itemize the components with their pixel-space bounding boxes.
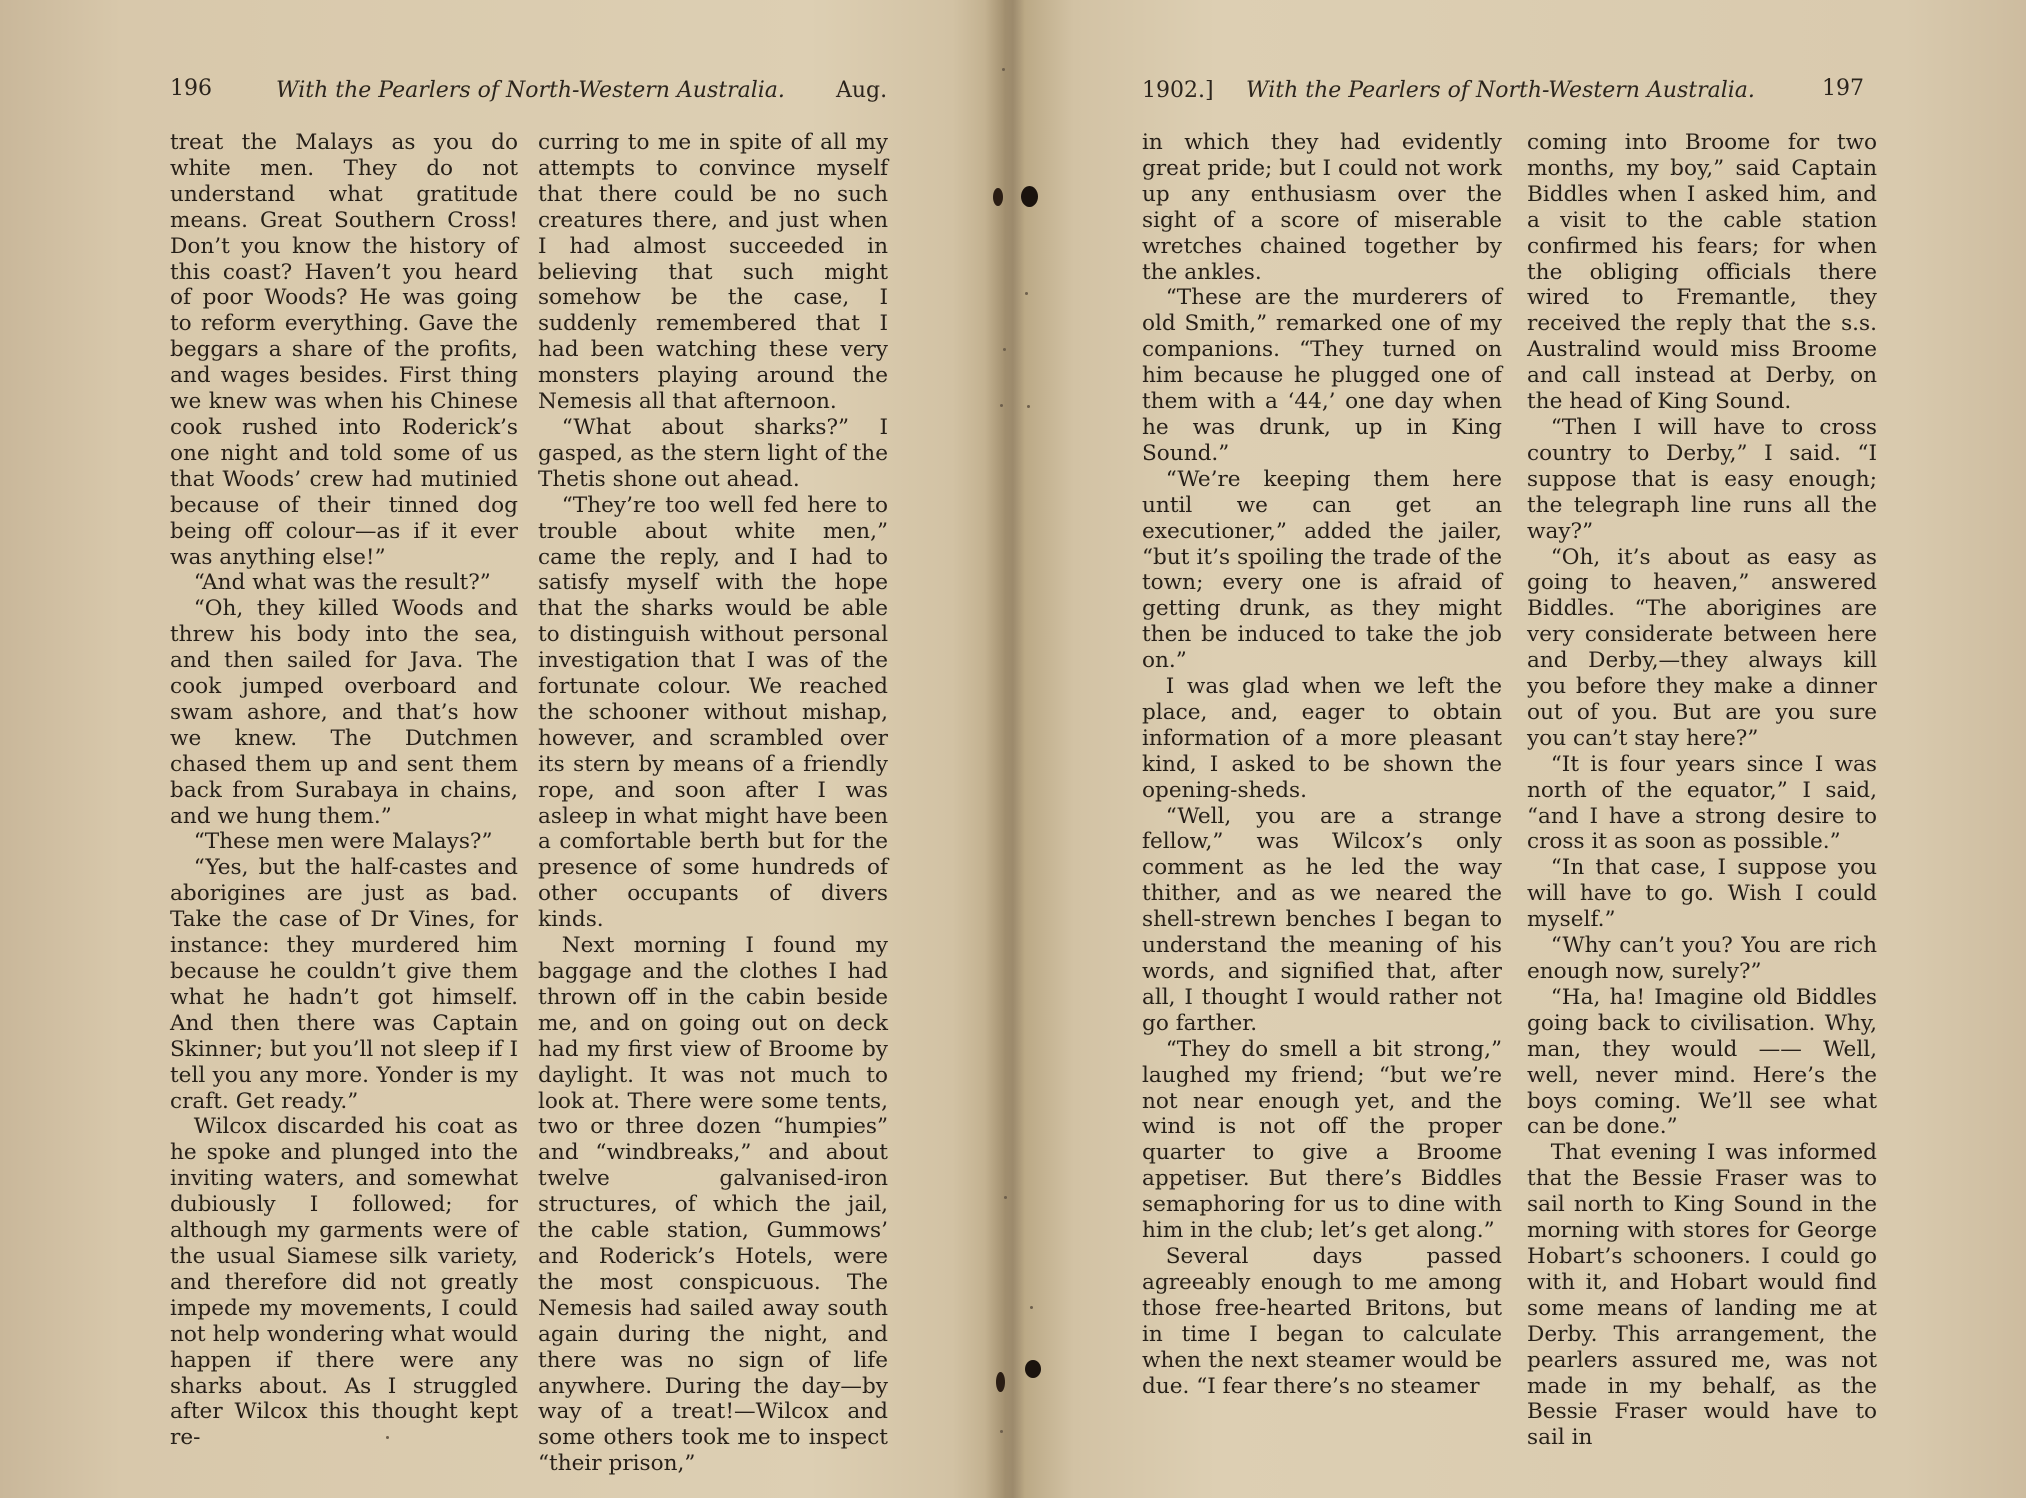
paragraph: “It is four years since I was north of the equator,” I said, “and I have a strong desire to cross it as soon as possible.”	[1527, 751, 1877, 855]
paragraph: “What about sharks?” I gasped, as the stern light of the Thetis shone out ahead.	[538, 414, 888, 492]
paragraph: “Why can’t you? You are rich enough now, surely?”	[1527, 933, 1877, 984]
paragraph: “And what was the result?”	[193, 570, 491, 596]
running-month: Aug.	[836, 78, 888, 103]
paragraph: in which they had evidently great pride; but I could not work up any enthusiasm over the sight of a score of miserable wretches chained together by the ankles.	[1142, 130, 1502, 285]
left-page	[0, 0, 1000, 1498]
running-year: 1902.]	[1142, 78, 1214, 103]
running-title: With the Pearlers of North-Western Australia.	[1246, 78, 1755, 103]
left-running-head	[0, 76, 1000, 110]
running-title: With the Pearlers of North-Western Australia.	[276, 78, 785, 103]
paragraph: “They do smell a bit strong,” laughed my friend; “but we’re not near enough yet, and the wind is not off the proper quarter to give a Broome appetiser. But there’s Biddles semaphoring for us to dine with him in the club; let’s get along.”	[1142, 1036, 1502, 1244]
paragraph: “In that case, I suppose you will have to go. Wish I could myself.”	[1527, 855, 1877, 933]
paragraph: “They’re too well fed here to trouble about white men,” came the reply, and I had to satisfy myself with the hope that the sharks would be able to distinguish without personal investigation that I was of the fortunate colour. We reached the schooner without mishap, however, and scrambled over its stern by means of a friendly rope, and soon after I was asleep in what might have been a comfortable berth but for the presence of some hundreds of other occupants of divers kinds.	[538, 492, 888, 933]
paragraph: That evening I was informed that the Bessie Fraser was to sail north to King Sound in the morning with stores for George Hobart’s schooners. I could go with it, and Hobart would find some means of landing me at Derby. This arrangement, the pearlers assured me, was not made in my behalf, as the Bessie Fraser would have to sail in	[1527, 1140, 1877, 1451]
paragraph: “We’re keeping them here until we can get an executioner,” added the jailer, “but it’s spoiling the trade of the town; every one is afraid of getting drunk, as they might then be induced to take the job on.”	[1142, 466, 1502, 674]
speck	[1000, 404, 1003, 407]
paragraph: “These men were Malays?”	[193, 829, 493, 855]
left-column-2	[538, 130, 888, 1477]
paragraph: “Yes, but the half-castes and aborigines are just as bad. Take the case of Dr Vines, for instance: they murdered him because he couldn’t give them what he hadn’t got himself. And then there was Captain Skinner; but you’ll not sleep if I tell you any more. Yonder is my craft. Get ready.”	[170, 855, 518, 1114]
right-column-1	[1142, 130, 1502, 1399]
paragraph: “Oh, it’s about as easy as going to heaven,” answered Biddles. “The aborigines are very considerate between here and Derby,—they always kill you before they make a dinner out of you. But are you sure you can’t stay here?”	[1527, 544, 1877, 751]
right-page	[1006, 0, 2026, 1498]
paragraph: “Ha, ha! Imagine old Biddles going back to civilisation. Why, man, they would —— Well, well, never mind. Here’s the boys coming. We’ll see what can be done.”	[1527, 984, 1877, 1140]
paragraph: “Oh, they killed Woods and threw his body into the sea, and then sailed for Java. The cook jumped overboard and swam ashore, and that’s how we knew. The Dutchmen chased them up and sent them back from Surabaya in chains, and we hung them.”	[170, 596, 518, 829]
paragraph: coming into Broome for two months, my boy,” said Captain Biddles when I asked him, and a visit to the cable station confirmed his fears; for when the obliging officials there wired to Fremantle, they received the reply that the s.s. Australind would miss Broome and call instead at Derby, on the head of King Sound.	[1527, 130, 1877, 415]
page-number: 196	[170, 76, 212, 101]
right-column-2	[1527, 130, 1877, 1451]
right-running-head	[1006, 76, 2026, 110]
paragraph: “Then I will have to cross country to Derby,” I said. “I suppose that is easy enough; the telegraph line runs all the way?”	[1527, 414, 1877, 544]
paragraph: “These are the murderers of old Smith,” remarked one of my companions. “They turned on him because he plugged one of them with a ‘44,’ one day when he was drunk, up in King Sound.”	[1142, 285, 1502, 466]
page-number: 197	[1822, 76, 1864, 101]
speck	[1000, 1430, 1003, 1433]
paragraph: Next morning I found my baggage and the clothes I had thrown off in the cabin beside me, and on going out on deck had my first view of Broome by daylight. It was not much to look at. There were some tents, two or three dozen “humpies” and “windbreaks,” and about twelve galvanised-iron structures, of which the jail, the cable station, Gummows’ and Roderick’s Hotels, were the most conspicuous. The Nemesis had sailed away south again during the night, and there was no sign of life anywhere. During the day—by way of a treat!—Wilcox and some others took me to inspect “their prison,”	[538, 933, 888, 1477]
paragraph: treat the Malays as you do white men. They do not understand what gratitude means. Great Southern Cross! Don’t you know the history of this coast? Haven’t you heard of poor Woods? He was going to reform everything. Gave the beggars a share of the profits, and wages besides. First thing we knew was when his Chinese cook rushed into Roderick’s one night and told some of us that Woods’ crew had mutinied because of their tinned dog being off colour—as if it ever was anything else!”	[170, 130, 518, 570]
paragraph: curring to me in spite of all my attempts to convince myself that there could be no such creatures there, and just when I had almost succeeded in believing that such might somehow be the case, I suddenly remembered that I had been watching these very monsters playing around the Nemesis all that afternoon.	[538, 130, 888, 415]
paragraph: Wilcox discarded his coat as he spoke and plunged into the inviting waters, and somewhat dubiously I followed; for although my garments were of the usual Siamese silk variety, and therefore did not greatly impede my movements, I could not help wondering what would happen if there were any sharks about. As I struggled after Wilcox this thought kept re-	[170, 1114, 518, 1451]
paragraph: Several days passed agreeably enough to me among those free-hearted Britons, but in time I began to calculate when the next steamer would be due. “I fear there’s no steamer	[1142, 1243, 1502, 1399]
paragraph: “Well, you are a strange fellow,” was Wilcox’s only comment as he led the way thither, and as we neared the shell-strewn benches I began to understand the meaning of his words, and signified that, after all, I thought I would rather not go farther.	[1142, 803, 1502, 1036]
paragraph: I was glad when we left the place, and, eager to obtain information of a more pleasant kind, I asked to be shown the opening-sheds.	[1142, 674, 1502, 803]
speck	[1002, 68, 1005, 71]
left-column-1	[170, 130, 518, 1451]
